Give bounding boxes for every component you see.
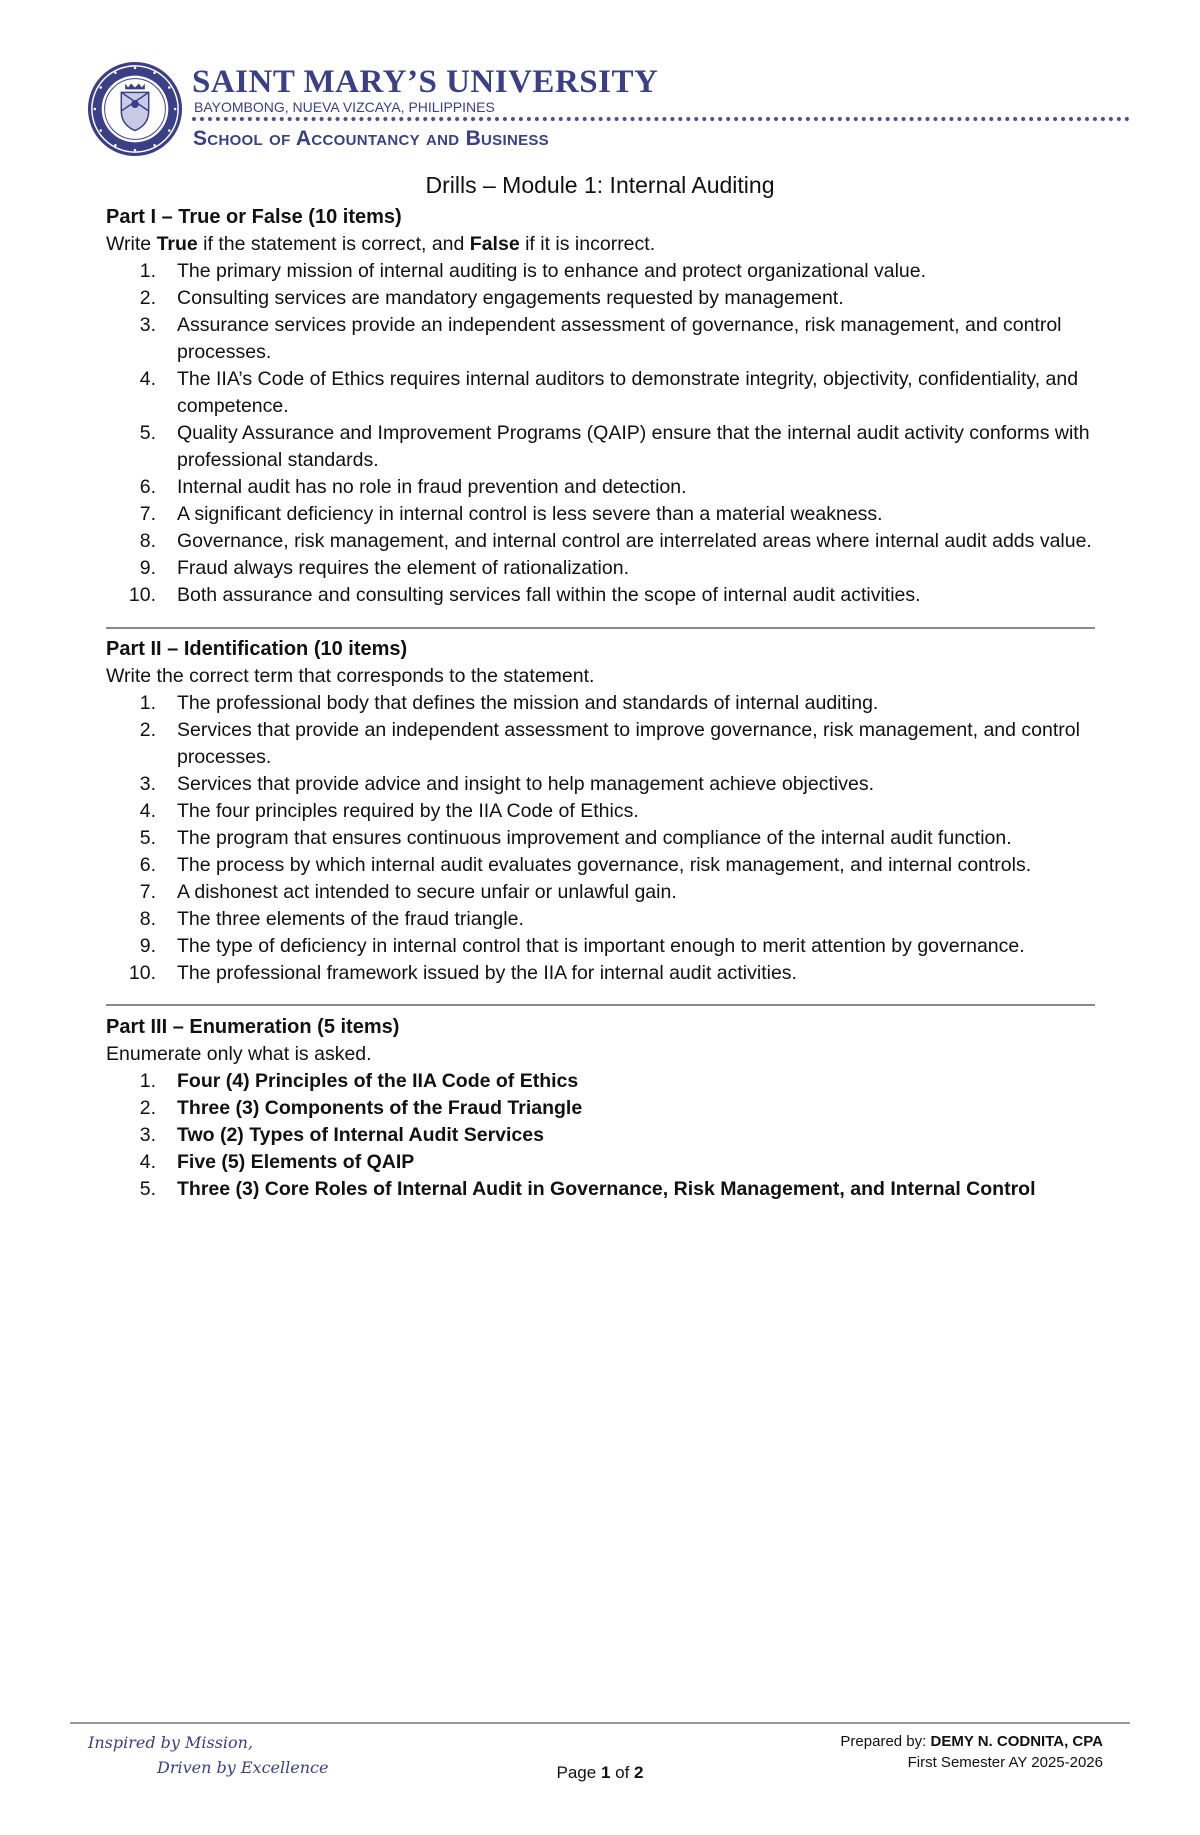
part-2-instruction: Write the correct term that corresponds to the statement. — [106, 665, 595, 687]
list-item: 7. A significant deficiency in internal control is less severe than a material weakness. — [139, 503, 883, 525]
list-item: 9. The type of deficiency in internal control that is important enough to merit attention by governance. — [139, 935, 1025, 957]
list-item: 8. The three elements of the fraud triangle. — [139, 908, 524, 930]
part-1-instruction: Write True if the statement is correct, and False if it is incorrect. — [106, 233, 656, 255]
list-item: 7. A dishonest act intended to secure unfair or unlawful gain. — [139, 881, 677, 903]
part-3-instruction: Enumerate only what is asked. — [106, 1043, 372, 1065]
list-item: 5. The program that ensures continuous improvement and compliance of the internal audit function. — [139, 827, 1012, 849]
part-2-heading: Part II – Identification (10 items) — [106, 638, 408, 660]
section-divider — [106, 1004, 1095, 1006]
part-1-section — [106, 204, 1096, 609]
section-divider — [106, 627, 1095, 629]
header-divider — [192, 117, 1130, 121]
document-title: Drills – Module 1: Internal Auditing — [425, 172, 775, 198]
part-1-heading: Part I – True or False (10 items) — [106, 206, 402, 228]
list-item: 1. The primary mission of internal auditing is to enhance and protect organizational value. — [139, 260, 927, 282]
page-number: Page 1 of 2 — [556, 1763, 644, 1782]
list-item: 5. Three (3) Core Roles of Internal Audit in Governance, Risk Management, and Internal Control — [139, 1178, 1036, 1200]
list-item: 9. Fraud always requires the element of rationalization. — [139, 557, 629, 579]
part-3-heading: Part III – Enumeration (5 items) — [106, 1016, 400, 1038]
list-item: 2. Services that provide an independent assessment to improve governance, risk management, and control processes. — [139, 719, 1080, 768]
list-item: 4. Five (5) Elements of QAIP — [139, 1151, 415, 1173]
school-name: School of Accountancy and Business — [193, 127, 549, 150]
part-3-list — [106, 1068, 1096, 1203]
list-item: 1. The professional body that defines the mission and standards of internal auditing. — [139, 692, 879, 714]
list-item: 4. The four principles required by the IIA Code of Ethics. — [139, 800, 639, 822]
part-1-list — [106, 258, 1096, 609]
part-3-section — [106, 1014, 1096, 1203]
university-seal-icon — [86, 60, 184, 158]
list-item: 3. Two (2) Types of Internal Audit Services — [139, 1124, 544, 1146]
part-2-list — [106, 690, 1096, 987]
list-item: 1. Four (4) Principles of the IIA Code of Ethics — [139, 1070, 579, 1092]
list-item: 10. The professional framework issued by the IIA for internal audit activities. — [128, 962, 797, 984]
list-item: 3. Assurance services provide an independent assessment of governance, risk management, and control processes. — [139, 314, 1062, 363]
university-name: SAINT MARY’S UNIVERSITY — [192, 64, 659, 100]
list-item: 2. Consulting services are mandatory engagements requested by management. — [139, 287, 844, 309]
list-item: 8. Governance, risk management, and internal control are interrelated areas where internal audit adds value. — [139, 530, 1092, 552]
list-item: 6. The process by which internal audit evaluates governance, risk management, and internal controls. — [139, 854, 1032, 876]
footer-divider — [70, 1722, 1130, 1724]
university-location: BAYOMBONG, NUEVA VIZCAYA, PHILIPPINES — [194, 99, 495, 115]
list-item: 3. Services that provide advice and insight to help management achieve objectives. — [139, 773, 874, 795]
list-item: 5. Quality Assurance and Improvement Programs (QAIP) ensure that the internal audit activity conforms with professional standards. — [139, 422, 1090, 471]
list-item: 10. Both assurance and consulting services fall within the scope of internal audit activities. — [128, 584, 921, 606]
motto-line-2: Driven by Excellence — [157, 1758, 329, 1777]
list-item: 2. Three (3) Components of the Fraud Triangle — [139, 1097, 583, 1119]
semester-label: First Semester AY 2025-2026 — [907, 1754, 1103, 1771]
part-2-section — [106, 636, 1096, 987]
prepared-by: Prepared by: DEMY N. CODNITA, CPA — [840, 1733, 1103, 1750]
list-item: 6. Internal audit has no role in fraud prevention and detection. — [139, 476, 687, 498]
list-item: 4. The IIA’s Code of Ethics requires internal auditors to demonstrate integrity, objectivity, confidentiality, and competence. — [139, 368, 1079, 417]
motto-line-1: Inspired by Mission, — [88, 1733, 254, 1752]
